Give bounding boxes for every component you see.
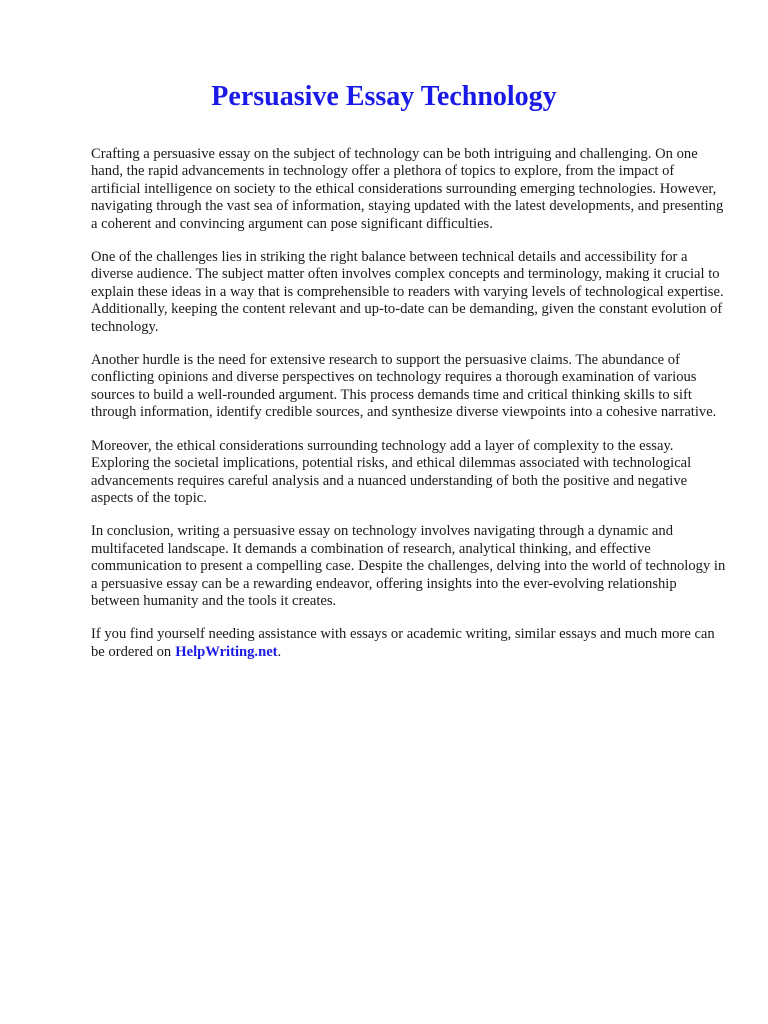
- paragraph-1: Crafting a persuasive essay on the subject of technology can be both intriguing and challenging. On one hand, the rapid advancements in technology offer a plethora of topics to explore, from the impact of artificial intelligence on society to the ethical considerations surrounding emerging technologies. However, navigating through the vast sea of information, staying updated with the latest developments, and presenting a coherent and convincing argument can pose significant difficulties.: [91, 146, 724, 232]
- closing-paragraph: [91, 626, 727, 661]
- closing-period: .: [277, 643, 282, 660]
- paragraph-4: Moreover, the ethical considerations surrounding technology add a layer of complexity to the essay. Exploring the societal implications, potential risks, and ethical dilemmas associated with technological advancements requires careful analysis and a nuanced understanding of both the positive and negative aspects of the topic.: [91, 437, 692, 506]
- essay-body: [91, 146, 727, 677]
- closing-text: If you find yourself needing assistance with essays or academic writing, similar essays and much more can be ordered on: [91, 626, 715, 660]
- helpwriting-link[interactable]: HelpWriting.net: [175, 643, 278, 660]
- paragraph-2: One of the challenges lies in striking the right balance between technical details and accessibility for a diverse audience. The subject matter often involves complex concepts and terminology, making it crucial to explain these ideas in a way that is comprehensible to readers with varying levels of technological expertise. Additionally, keeping the content relevant and up-to-date can be demanding, given the constant evolution of technology.: [91, 249, 724, 335]
- page-title: Persuasive Essay Technology: [211, 81, 557, 112]
- paragraph-3: Another hurdle is the need for extensive research to support the persuasive claims. The abundance of conflicting opinions and diverse perspectives on technology requires a thorough examination of various sources to build a well-rounded argument. This process demands time and critical thinking skills to sift through information, identify credible sources, and synthesize diverse viewpoints into a cohesive narrative.: [91, 352, 717, 421]
- paragraph-5: In conclusion, writing a persuasive essay on technology involves navigating through a dynamic and multifaceted landscape. It demands a combination of research, analytical thinking, and effective communication to present a compelling case. Despite the challenges, delving into the world of technology in a persuasive essay can be a rewarding endeavor, offering insights into the ever-evolving relationship between humanity and the tools it creates.: [91, 523, 726, 609]
